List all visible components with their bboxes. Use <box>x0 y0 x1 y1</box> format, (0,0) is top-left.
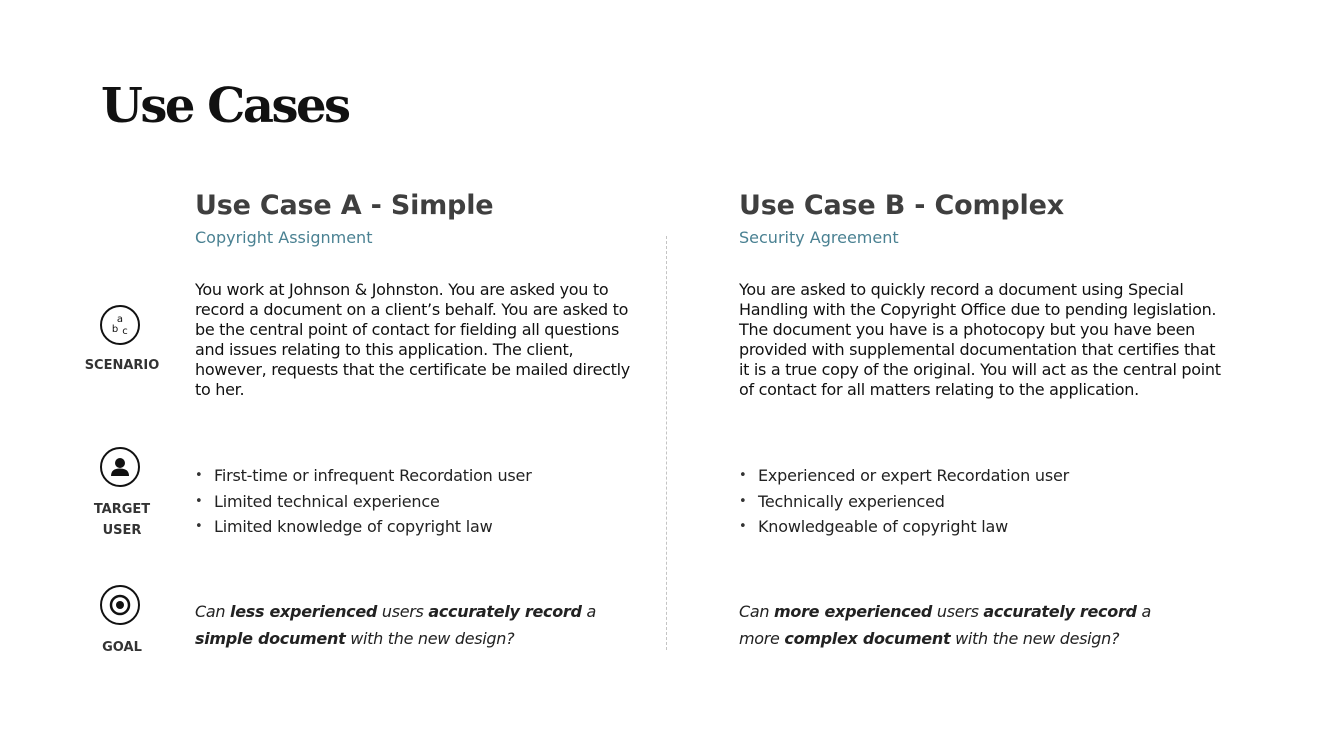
list-item: • First-time or infrequent Recordation user <box>195 466 532 485</box>
list-item: • Limited knowledge of copyright law <box>195 517 493 536</box>
list-item: • Knowledgeable of copyright law <box>739 517 1009 536</box>
use-case-b-heading: Use Case B - Complex <box>739 190 1064 221</box>
goal-row-header <box>77 585 167 658</box>
target-icon <box>100 585 140 625</box>
use-case-a-subheading: Copyright Assignment <box>195 228 373 247</box>
page-title: Use Cases <box>101 78 349 134</box>
goal-label: GOAL <box>102 640 142 655</box>
list-item: • Experienced or expert Recordation user <box>739 466 1070 485</box>
svg-text:b: b <box>111 324 119 335</box>
use-case-b-target-user-list <box>739 463 1069 540</box>
use-case-b-scenario: You are asked to quickly record a document using Special Handling with the Copyright Office due to pending legislation. The document you have is a photocopy but you have been provided with supplemental documentation that certifies that it is a true copy of the original. You will act as the central point of contact for all matters relating to the application. <box>739 280 1221 399</box>
svg-text:c: c <box>122 326 128 337</box>
list-item: • Limited technical experience <box>195 491 440 511</box>
list-item: • Technically experienced <box>739 491 945 511</box>
user-icon <box>100 447 140 487</box>
svg-text:a: a <box>116 314 124 325</box>
column-divider <box>666 236 667 650</box>
scenario-label: SCENARIO <box>84 358 160 373</box>
use-case-b-subheading: Security Agreement <box>739 228 899 247</box>
scenario-row-header <box>77 305 167 376</box>
use-case-a-scenario: You work at Johnson & Johnston. You are asked you to record a document on a client’s behalf. You are asked to be the central point of contact for fielding all questions and issues relating to this application. The client, however, requests that the certificate be mailed directly to her. <box>195 280 630 399</box>
use-case-b-goal: Can more experienced users accurately record a more complex document with the new design? <box>739 602 1151 648</box>
target-user-label-line1: TARGET <box>93 502 151 517</box>
target-user-label <box>77 499 167 541</box>
target-user-row-header <box>77 447 167 541</box>
use-case-a-goal: Can less experienced users accurately record a simple document with the new design? <box>195 602 596 648</box>
use-case-a-target-user-list <box>195 463 532 540</box>
use-case-a-heading: Use Case A - Simple <box>195 190 494 221</box>
abc-icon <box>100 305 140 345</box>
target-user-label-line2: USER <box>102 523 142 538</box>
